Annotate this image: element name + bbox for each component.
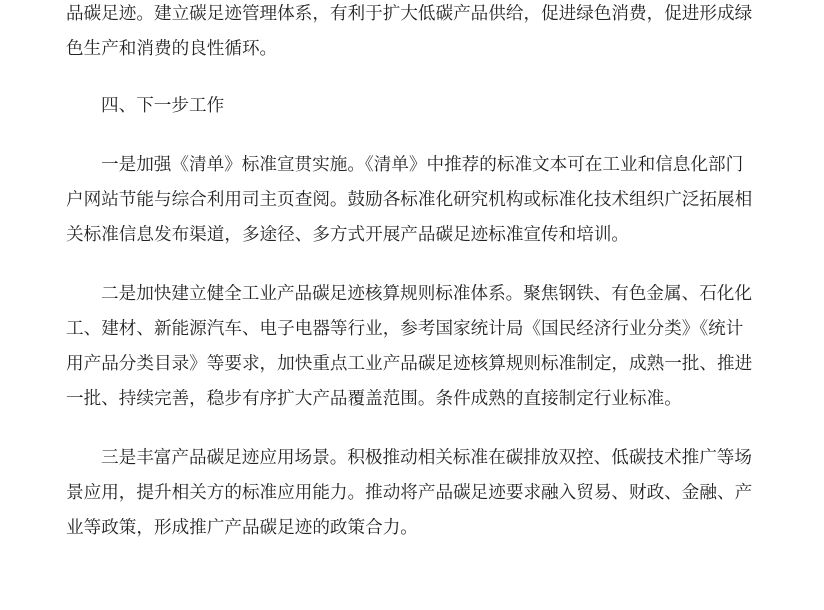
paragraph-standard-system: 二是加快建立健全工业产品碳足迹核算规则标准体系。聚焦钢铁、有色金属、石化化工、建材、新能源汽车、电子电器等行业，参考国家统计局《国民经济行业分类》《统计用产品分类目录》等要求，加快重点工业产品碳足迹核算规则标准制定，成熟一批、推进一批、持续完善，稳步有序扩大产品覆盖范围。条件成熟的直接制定行业标准。 [66,284,753,409]
paragraph-standard-promotion: 一是加强《清单》标准宣贯实施。《清单》中推荐的标准文本可在工业和信息化部门户网站节能与综合利用司主页查阅。鼓励各标准化研究机构或标准化技术组织广泛拓展相关标准信息发布渠道，多途径、多方式开展产品碳足迹标准宣传和培训。 [66,155,753,245]
paragraph-application-scenarios: 三是丰富产品碳足迹应用场景。积极推动相关标准在碳排放双控、低碳技术推广等场景应用，提升相关方的标准应用能力。推动将产品碳足迹要求融入贸易、财政、金融、产业等政策，形成推广产品碳足迹的政策合力。 [66,448,753,538]
intro-paragraph-tail: 品碳足迹。建立碳足迹管理体系，有利于扩大低碳产品供给，促进绿色消费，促进形成绿色生产和消费的良性循环。 [66,4,753,59]
article-body [66,0,754,546]
section-heading: 四、下一步工作 [101,96,225,116]
